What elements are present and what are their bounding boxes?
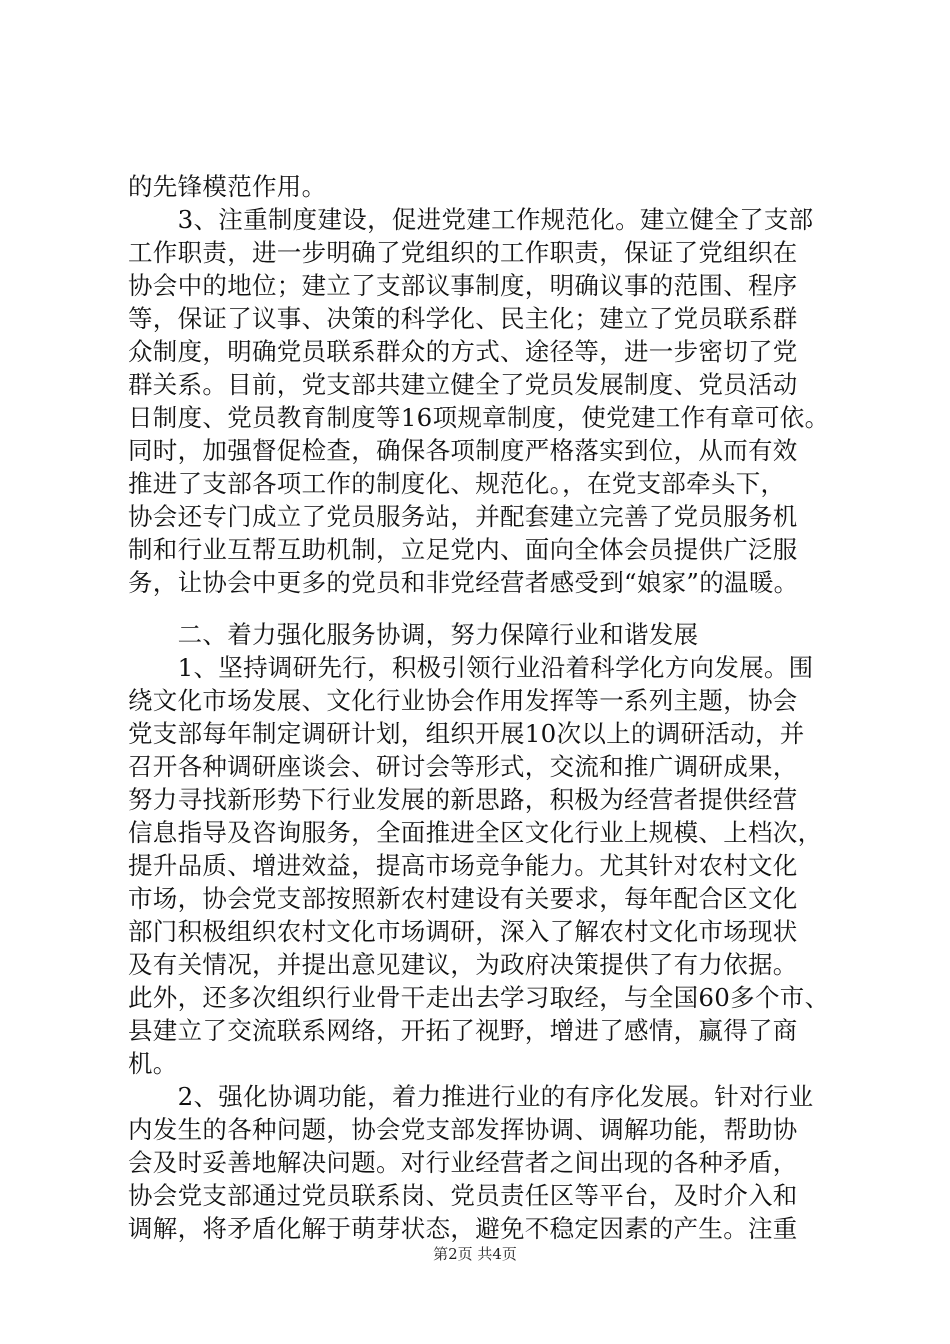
text-line: 制和行业互帮互助机制，立足党内、面向全体会员提供广泛服	[128, 535, 798, 564]
text-line: 协会还专门成立了党员服务站，并配套建立完善了党员服务机	[128, 502, 798, 531]
text-line: 召开各种调研座谈会、研讨会等形式，交流和推广调研成果，	[128, 752, 798, 781]
text-line: 1、坚持调研先行，积极引领行业沿着科学化方向发展。围	[128, 653, 814, 682]
text-line: 众制度，明确党员联系群众的方式、途径等，进一步密切了党	[128, 337, 798, 366]
text-line: 及有关情况，并提出意见建议，为政府决策提供了有力依据。	[128, 950, 798, 979]
text-line: 等，保证了议事、决策的科学化、民主化；建立了党员联系群	[128, 304, 798, 333]
text-line: 市场，协会党支部按照新农村建设有关要求，每年配合区文化	[128, 884, 798, 913]
text-line: 3、注重制度建设，促进党建工作规范化。建立健全了支部	[128, 205, 814, 234]
text-line: 此外，还多次组织行业骨干走出去学习取经，与全国60多个市、	[128, 983, 830, 1012]
text-line: 的先锋模范作用。	[128, 172, 327, 201]
text-line: 会及时妥善地解决问题。对行业经营者之间出现的各种矛盾，	[128, 1148, 798, 1177]
text-line: 党支部每年制定调研计划，组织开展10次以上的调研活动，并	[128, 719, 805, 748]
text-line: 2、强化协调功能，着力推进行业的有序化发展。针对行业	[128, 1082, 814, 1111]
text-line: 信息指导及咨询服务，全面推进全区文化行业上规模、上档次，	[128, 818, 823, 847]
text-line: 协会中的地位；建立了支部议事制度，明确议事的范围、程序	[128, 271, 798, 300]
text-line: 县建立了交流联系网络，开拓了视野，增进了感情，赢得了商	[128, 1016, 798, 1045]
text-line: 机。	[128, 1049, 178, 1078]
section-heading: 二、着力强化服务协调，努力保障行业和谐发展	[128, 620, 699, 649]
text-line: 工作职责，进一步明确了党组织的工作职责，保证了党组织在	[128, 238, 798, 267]
page-footer: 第2页 共4页	[433, 1245, 517, 1263]
text-line: 部门积极组织农村文化市场调研，深入了解农村文化市场现状	[128, 917, 798, 946]
text-line: 调解，将矛盾化解于萌芽状态，避免不稳定因素的产生。注重	[128, 1214, 798, 1243]
text-line: 务，让协会中更多的党员和非党经营者感受到“娘家”的温暖。	[128, 568, 799, 597]
text-line: 努力寻找新形势下行业发展的新思路，积极为经营者提供经营	[128, 785, 798, 814]
text-line: 推进了支部各项工作的制度化、规范化。，在党支部牵头下，	[128, 469, 786, 498]
text-line: 提升品质、增进效益，提高市场竞争能力。尤其针对农村文化	[128, 851, 798, 880]
text-line: 绕文化市场发展、文化行业协会作用发挥等一系列主题，协会	[128, 686, 798, 715]
text-line: 日制度、党员教育制度等16项规章制度，使党建工作有章可依。	[128, 403, 830, 432]
text-line: 内发生的各种问题，协会党支部发挥协调、调解功能，帮助协	[128, 1115, 798, 1144]
text-line: 协会党支部通过党员联系岗、党员责任区等平台，及时介入和	[128, 1181, 798, 1210]
text-line: 同时，加强督促检查，确保各项制度严格落实到位，从而有效	[128, 436, 798, 465]
text-line: 群关系。目前，党支部共建立健全了党员发展制度、党员活动	[128, 370, 798, 399]
